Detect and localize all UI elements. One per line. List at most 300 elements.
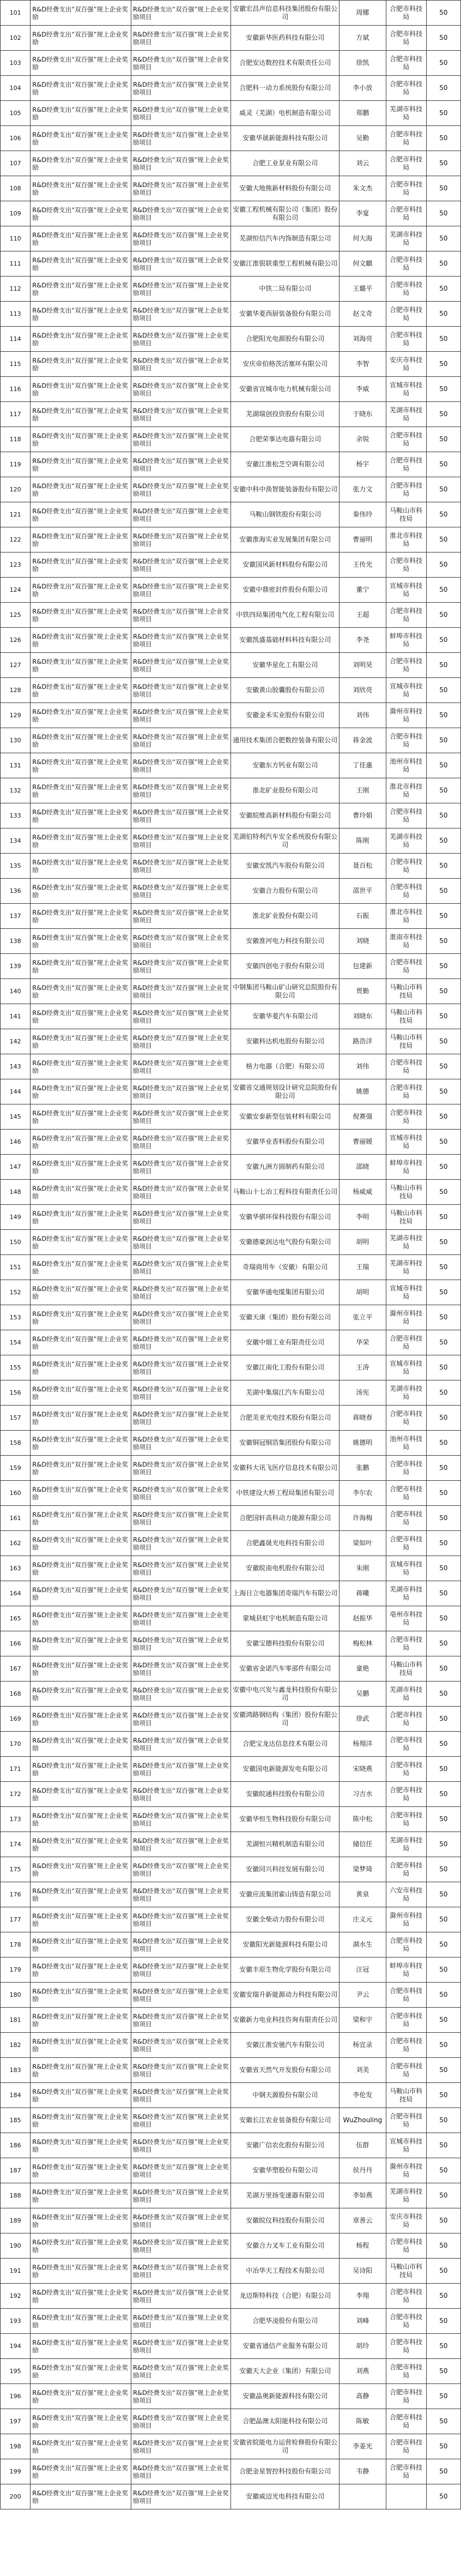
table-row — [1, 2409, 461, 2434]
amount-cell: 50 — [426, 2284, 460, 2309]
company-cell: 安徽大地熊新材料股份有限公司 — [231, 176, 339, 201]
contact-person-cell: 张鹏 — [339, 1456, 386, 1481]
table-row — [1, 2334, 461, 2359]
company-cell: 安徽同兴科技发展有限公司 — [231, 1857, 339, 1882]
contact-person-cell: 梁和宇 — [339, 2008, 386, 2033]
company-cell: 安徽凯盛基础材料科技有限公司 — [231, 628, 339, 653]
table-row — [1, 2259, 461, 2284]
row-number-cell: 164 — [1, 1581, 31, 1606]
contact-person-cell: 刘伟 — [339, 703, 386, 728]
project-cell: R&D经费支出“双百强”规上企业奖励项目 — [131, 628, 231, 653]
company-cell: 合肥华凌股份有限公司 — [231, 2309, 339, 2334]
project-cell: R&D经费支出“双百强”规上企业奖励项目 — [131, 879, 231, 904]
category-cell: R&D经费支出“双百强”规上企业奖励 — [31, 1807, 131, 1832]
table-row — [1, 603, 461, 628]
amount-cell: 50 — [426, 2359, 460, 2384]
table-row — [1, 1054, 461, 1079]
table-row — [1, 2459, 461, 2484]
amount-cell: 50 — [426, 1054, 460, 1079]
row-number-cell: 194 — [1, 2334, 31, 2359]
project-cell: R&D经费支出“双百强”规上企业奖励项目 — [131, 1656, 231, 1682]
project-cell: R&D经费支出“双百强”规上企业奖励项目 — [131, 1355, 231, 1380]
region-cell: 合肥市科技局 — [386, 1, 426, 26]
category-cell: R&D经费支出“双百强”规上企业奖励 — [31, 377, 131, 402]
project-cell: R&D经费支出“双百强”规上企业奖励项目 — [131, 2284, 231, 2309]
region-cell: 合肥市科技局 — [386, 2284, 426, 2309]
contact-person-cell: 刘欣亮 — [339, 678, 386, 703]
project-cell: R&D经费支出“双百强”规上企业奖励项目 — [131, 2083, 231, 2108]
project-cell: R&D经费支出“双百强”规上企业奖励项目 — [131, 2008, 231, 2033]
region-cell: 合肥市科技局 — [386, 2459, 426, 2484]
contact-person-cell: 姚德 — [339, 1079, 386, 1104]
project-cell: R&D经费支出“双百强”规上企业奖励项目 — [131, 1079, 231, 1104]
row-number-cell: 160 — [1, 1481, 31, 1506]
contact-person-cell: 丁佳惠 — [339, 753, 386, 778]
contact-person-cell: 杨翔洋 — [339, 1732, 386, 1757]
amount-cell: 50 — [426, 753, 460, 778]
amount-cell: 50 — [426, 1004, 460, 1029]
contact-person-cell: 李威 — [339, 377, 386, 402]
region-cell: 合肥市科技局 — [386, 803, 426, 828]
row-number-cell: 111 — [1, 251, 31, 277]
region-cell: 合肥市科技局 — [386, 251, 426, 277]
region-cell: 合肥市科技局 — [386, 1481, 426, 1506]
contact-person-cell: 张力文 — [339, 477, 386, 502]
category-cell: R&D经费支出“双百强”规上企业奖励 — [31, 402, 131, 427]
contact-person-cell: 于晓东 — [339, 402, 386, 427]
row-number-cell: 179 — [1, 1957, 31, 1983]
project-cell: R&D经费支出“双百强”规上企业奖励项目 — [131, 854, 231, 879]
company-cell: 安徽安凯汽车股份有限公司 — [231, 854, 339, 879]
category-cell: R&D经费支出“双百强”规上企业奖励 — [31, 51, 131, 76]
amount-cell: 50 — [426, 1757, 460, 1782]
category-cell: R&D经费支出“双百强”规上企业奖励 — [31, 302, 131, 327]
table-row — [1, 2183, 461, 2208]
company-cell: 合肥鑫晟光电科技有限公司 — [231, 1531, 339, 1556]
row-number-cell: 178 — [1, 1932, 31, 1957]
contact-person-cell: 梁如叶 — [339, 1531, 386, 1556]
category-cell: R&D经费支出“双百强”规上企业奖励 — [31, 1004, 131, 1029]
table-row — [1, 803, 461, 828]
company-cell: 安徽淮河电力科技有限公司 — [231, 929, 339, 954]
table-row — [1, 2208, 461, 2233]
contact-person-cell: 李如燕 — [339, 2183, 386, 2208]
company-cell: 安徽江南化工股份有限公司 — [231, 1355, 339, 1380]
amount-cell: 50 — [426, 1732, 460, 1757]
category-cell: R&D经费支出“双百强”规上企业奖励 — [31, 553, 131, 578]
amount-cell: 50 — [426, 2334, 460, 2359]
company-cell: 安徽华恒生物科技股份有限公司 — [231, 1807, 339, 1832]
table-row — [1, 2108, 461, 2133]
category-cell: R&D经费支出“双百强”规上企业奖励 — [31, 1029, 131, 1054]
amount-cell: 50 — [426, 251, 460, 277]
company-cell: 合肥国轩高科动力能源有限公司 — [231, 1506, 339, 1531]
project-cell: R&D经费支出“双百强”规上企业奖励项目 — [131, 1104, 231, 1130]
company-cell: 中钢集团马鞍山矿山研究总院股份有限公司 — [231, 979, 339, 1004]
amount-cell: 50 — [426, 477, 460, 502]
category-cell: R&D经费支出“双百强”规上企业奖励 — [31, 1104, 131, 1130]
table-row — [1, 2083, 461, 2108]
row-number-cell: 161 — [1, 1506, 31, 1531]
company-cell: 安徽国风新材料股份有限公司 — [231, 553, 339, 578]
amount-cell: 50 — [426, 1130, 460, 1155]
company-cell: 安徽威迈光电科技有限公司 — [231, 2484, 339, 2509]
category-cell: R&D经费支出“双百强”规上企业奖励 — [31, 452, 131, 477]
company-cell: 安徽中电兴发与鑫龙科技股份有限公司 — [231, 1682, 339, 1707]
project-cell: R&D经费支出“双百强”规上企业奖励项目 — [131, 2359, 231, 2384]
region-cell: 合肥市科技局 — [386, 2309, 426, 2334]
company-cell: 安徽国电新能源发电有限公司 — [231, 1757, 339, 1782]
contact-person-cell: 李小放 — [339, 76, 386, 101]
company-cell: 马鞍山钢铁股份有限公司 — [231, 502, 339, 527]
region-cell: 池州市科技局 — [386, 1431, 426, 1456]
contact-person-cell: 王超 — [339, 603, 386, 628]
category-cell: R&D经费支出“双百强”规上企业奖励 — [31, 126, 131, 151]
project-cell: R&D经费支出“双百强”规上企业奖励项目 — [131, 553, 231, 578]
row-number-cell: 104 — [1, 76, 31, 101]
row-number-cell: 181 — [1, 2008, 31, 2033]
company-cell: 芜湖瑞创投资股份有限公司 — [231, 402, 339, 427]
contact-person-cell: 郑鹏 — [339, 101, 386, 126]
region-cell: 淮北市科技局 — [386, 778, 426, 803]
row-number-cell: 121 — [1, 502, 31, 527]
company-cell: 安徽华骐环保科技股份有限公司 — [231, 1205, 339, 1230]
contact-person-cell: 石振 — [339, 904, 386, 929]
category-cell: R&D经费支出“双百强”规上企业奖励 — [31, 2158, 131, 2183]
project-cell: R&D经费支出“双百强”规上企业奖励项目 — [131, 603, 231, 628]
category-cell: R&D经费支出“双百强”规上企业奖励 — [31, 954, 131, 979]
row-number-cell: 101 — [1, 1, 31, 26]
project-cell: R&D经费支出“双百强”规上企业奖励项目 — [131, 226, 231, 251]
region-cell — [386, 2484, 426, 2509]
project-cell: R&D经费支出“双百强”规上企业奖励项目 — [131, 1506, 231, 1531]
table-row — [1, 678, 461, 703]
table-row — [1, 703, 461, 728]
project-cell: R&D经费支出“双百强”规上企业奖励项目 — [131, 1682, 231, 1707]
company-cell: 安徽华通电缆集团有限公司 — [231, 1280, 339, 1305]
amount-cell: 50 — [426, 176, 460, 201]
category-cell: R&D经费支出“双百强”规上企业奖励 — [31, 2384, 131, 2409]
category-cell: R&D经费支出“双百强”规上企业奖励 — [31, 1205, 131, 1230]
amount-cell: 50 — [426, 1682, 460, 1707]
amount-cell: 50 — [426, 302, 460, 327]
project-cell: R&D经费支出“双百强”规上企业奖励项目 — [131, 302, 231, 327]
amount-cell: 50 — [426, 502, 460, 527]
project-cell: R&D经费支出“双百强”规上企业奖励项目 — [131, 904, 231, 929]
table-row — [1, 527, 461, 553]
amount-cell: 50 — [426, 2459, 460, 2484]
project-cell: R&D经费支出“双百强”规上企业奖励项目 — [131, 101, 231, 126]
company-cell: 安徽中烟工业有限责任公司 — [231, 1330, 339, 1355]
table-row — [1, 327, 461, 352]
project-cell: R&D经费支出“双百强”规上企业奖励项目 — [131, 2309, 231, 2334]
amount-cell: 50 — [426, 201, 460, 226]
row-number-cell: 166 — [1, 1631, 31, 1656]
contact-person-cell: 伍群 — [339, 2133, 386, 2158]
contact-person-cell: 黄泉 — [339, 1882, 386, 1907]
contact-person-cell: 曹丽媛 — [339, 1130, 386, 1155]
table-row — [1, 302, 461, 327]
company-cell: 安徽合力股份有限公司 — [231, 879, 339, 904]
amount-cell: 50 — [426, 2484, 460, 2509]
row-number-cell: 143 — [1, 1054, 31, 1079]
region-cell: 安庆市科技局 — [386, 352, 426, 377]
table-row — [1, 1907, 461, 1932]
row-number-cell: 130 — [1, 728, 31, 753]
contact-person-cell: 湖水生 — [339, 1932, 386, 1957]
region-cell: 合肥市科技局 — [386, 1531, 426, 1556]
category-cell: R&D经费支出“双百强”规上企业奖励 — [31, 2359, 131, 2384]
project-cell: R&D经费支出“双百强”规上企业奖励项目 — [131, 1707, 231, 1732]
region-cell: 芜湖市科技局 — [386, 1832, 426, 1857]
project-cell: R&D经费支出“双百强”规上企业奖励项目 — [131, 979, 231, 1004]
category-cell: R&D经费支出“双百强”规上企业奖励 — [31, 904, 131, 929]
category-cell: R&D经费支出“双百强”规上企业奖励 — [31, 1782, 131, 1807]
company-cell: 合肥荣事达电器有限公司 — [231, 427, 339, 452]
category-cell: R&D经费支出“双百强”规上企业奖励 — [31, 1330, 131, 1355]
amount-cell: 50 — [426, 327, 460, 352]
contact-person-cell: 侯丹丹 — [339, 2158, 386, 2183]
project-cell: R&D经费支出“双百强”规上企业奖励项目 — [131, 1406, 231, 1431]
project-cell: R&D经费支出“双百强”规上企业奖励项目 — [131, 1631, 231, 1656]
category-cell: R&D经费支出“双百强”规上企业奖励 — [31, 1355, 131, 1380]
region-cell: 合肥市科技局 — [386, 553, 426, 578]
table-row — [1, 2484, 461, 2509]
row-number-cell: 147 — [1, 1155, 31, 1180]
company-cell: 安徽华晟新能源科技有限公司 — [231, 126, 339, 151]
row-number-cell: 185 — [1, 2108, 31, 2133]
amount-cell: 50 — [426, 2108, 460, 2133]
project-cell: R&D经费支出“双百强”规上企业奖励项目 — [131, 327, 231, 352]
project-cell: R&D经费支出“双百强”规上企业奖励项目 — [131, 2459, 231, 2484]
category-cell: R&D经费支出“双百强”规上企业奖励 — [31, 101, 131, 126]
category-cell: R&D经费支出“双百强”规上企业奖励 — [31, 1857, 131, 1882]
row-number-cell: 170 — [1, 1732, 31, 1757]
company-cell: 安徽省宣城市电力机械有限公司 — [231, 377, 339, 402]
company-cell: 安徽德豪润达电气股份有限公司 — [231, 1230, 339, 1255]
company-cell: 安徽金禾实业股份有限公司 — [231, 703, 339, 728]
project-cell: R&D经费支出“双百强”规上企业奖励项目 — [131, 527, 231, 553]
row-number-cell: 198 — [1, 2434, 31, 2459]
project-cell: R&D经费支出“双百强”规上企业奖励项目 — [131, 402, 231, 427]
table-row — [1, 1606, 461, 1631]
contact-person-cell: 李姜光 — [339, 2434, 386, 2459]
contact-person-cell: 许海梅 — [339, 1506, 386, 1531]
amount-cell: 50 — [426, 1932, 460, 1957]
table-row — [1, 1431, 461, 1456]
amount-cell: 50 — [426, 603, 460, 628]
company-cell: 合肥阳光电源股份有限公司 — [231, 327, 339, 352]
region-cell: 马鞍山市科技局 — [386, 979, 426, 1004]
project-cell: R&D经费支出“双百强”规上企业奖励项目 — [131, 2334, 231, 2359]
project-cell: R&D经费支出“双百强”规上企业奖励项目 — [131, 1481, 231, 1506]
project-cell: R&D经费支出“双百强”规上企业奖励项目 — [131, 1857, 231, 1882]
category-cell: R&D经费支出“双百强”规上企业奖励 — [31, 277, 131, 302]
project-cell: R&D经费支出“双百强”规上企业奖励项目 — [131, 76, 231, 101]
table-row — [1, 628, 461, 653]
region-cell: 宣城市科技局 — [386, 377, 426, 402]
amount-cell: 50 — [426, 2259, 460, 2284]
region-cell: 合肥市科技局 — [386, 151, 426, 176]
row-number-cell: 195 — [1, 2359, 31, 2384]
table-row — [1, 1782, 461, 1807]
amount-cell: 50 — [426, 1656, 460, 1682]
category-cell: R&D经费支出“双百强”规上企业奖励 — [31, 678, 131, 703]
row-number-cell: 144 — [1, 1079, 31, 1104]
region-cell: 合肥市科技局 — [386, 603, 426, 628]
row-number-cell: 173 — [1, 1807, 31, 1832]
amount-cell: 50 — [426, 2208, 460, 2233]
row-number-cell: 168 — [1, 1682, 31, 1707]
table-row — [1, 1707, 461, 1732]
company-cell: 安徽华菱西厨装备股份有限公司 — [231, 302, 339, 327]
category-cell: R&D经费支出“双百强”规上企业奖励 — [31, 1431, 131, 1456]
category-cell: R&D经费支出“双百强”规上企业奖励 — [31, 1130, 131, 1155]
company-cell: 安徽广信农化股份有限公司 — [231, 2133, 339, 2158]
table-row — [1, 1380, 461, 1406]
region-cell: 合肥市科技局 — [386, 51, 426, 76]
table-row — [1, 251, 461, 277]
company-cell: 安徽宝德科技股份有限公司 — [231, 1631, 339, 1656]
category-cell: R&D经费支出“双百强”规上企业奖励 — [31, 1079, 131, 1104]
region-cell: 合肥市科技局 — [386, 26, 426, 51]
table-row — [1, 126, 461, 151]
contact-person-cell: 习吉水 — [339, 1782, 386, 1807]
contact-person-cell: 王传光 — [339, 553, 386, 578]
table-row — [1, 402, 461, 427]
region-cell: 芜湖市科技局 — [386, 2183, 426, 2208]
project-cell: R&D经费支出“双百强”规上企业奖励项目 — [131, 452, 231, 477]
company-cell: 安徽工程机械有限公司（集团）股份有限公司 — [231, 201, 339, 226]
contact-person-cell: 何大海 — [339, 226, 386, 251]
category-cell: R&D经费支出“双百强”规上企业奖励 — [31, 1932, 131, 1957]
category-cell: R&D经费支出“双百强”规上企业奖励 — [31, 1957, 131, 1983]
company-cell: 合肥工业泵业有限公司 — [231, 151, 339, 176]
company-cell: 安徽应流集团霍山铸造有限公司 — [231, 1882, 339, 1907]
contact-person-cell: 刘云 — [339, 151, 386, 176]
amount-cell: 50 — [426, 1456, 460, 1481]
region-cell: 合肥市科技局 — [386, 2233, 426, 2259]
category-cell: R&D经费支出“双百强”规上企业奖励 — [31, 1180, 131, 1205]
category-cell: R&D经费支出“双百强”规上企业奖励 — [31, 753, 131, 778]
region-cell: 蚌埠市科技局 — [386, 1957, 426, 1983]
region-cell: 马鞍山市科技局 — [386, 1004, 426, 1029]
project-cell: R&D经费支出“双百强”规上企业奖励项目 — [131, 753, 231, 778]
contact-person-cell: 王瑞 — [339, 1255, 386, 1280]
amount-cell: 50 — [426, 1581, 460, 1606]
category-cell: R&D经费支出“双百强”规上企业奖励 — [31, 2459, 131, 2484]
amount-cell: 50 — [426, 352, 460, 377]
row-number-cell: 139 — [1, 954, 31, 979]
category-cell: R&D经费支出“双百强”规上企业奖励 — [31, 1531, 131, 1556]
company-cell: 安徽江淮松芝空调有限公司 — [231, 452, 339, 477]
company-cell: 龙迈斯特科技（合肥）有限公司 — [231, 2284, 339, 2309]
category-cell: R&D经费支出“双百强”规上企业奖励 — [31, 1506, 131, 1531]
amount-cell: 50 — [426, 553, 460, 578]
row-number-cell: 165 — [1, 1606, 31, 1631]
region-cell: 合肥市科技局 — [386, 126, 426, 151]
project-cell: R&D经费支出“双百强”规上企业奖励项目 — [131, 1205, 231, 1230]
table-row — [1, 452, 461, 477]
amount-cell: 50 — [426, 2008, 460, 2033]
contact-person-cell: 陈中松 — [339, 1807, 386, 1832]
project-cell: R&D经费支出“双百强”规上企业奖励项目 — [131, 1983, 231, 2008]
amount-cell: 50 — [426, 527, 460, 553]
region-cell: 合肥市科技局 — [386, 1807, 426, 1832]
contact-person-cell: 曹丽明 — [339, 527, 386, 553]
category-cell: R&D经费支出“双百强”规上企业奖励 — [31, 578, 131, 603]
amount-cell: 50 — [426, 929, 460, 954]
amount-cell: 50 — [426, 2133, 460, 2158]
amount-cell: 50 — [426, 1957, 460, 1983]
region-cell: 合肥市科技局 — [386, 452, 426, 477]
amount-cell: 50 — [426, 1155, 460, 1180]
region-cell: 合肥市科技局 — [386, 327, 426, 352]
table-row — [1, 427, 461, 452]
amount-cell: 50 — [426, 1255, 460, 1280]
region-cell: 合肥市科技局 — [386, 728, 426, 753]
amount-cell: 50 — [426, 1882, 460, 1907]
row-number-cell: 167 — [1, 1656, 31, 1682]
company-cell: 芜湖伯特利汽车安全系统股份有限公司 — [231, 828, 339, 854]
region-cell: 合肥市科技局 — [386, 201, 426, 226]
contact-person-cell: 刘海亮 — [339, 327, 386, 352]
project-cell: R&D经费支出“双百强”规上企业奖励项目 — [131, 653, 231, 678]
category-cell: R&D经费支出“双百强”规上企业奖励 — [31, 778, 131, 803]
region-cell: 合肥市科技局 — [386, 1983, 426, 2008]
project-cell: R&D经费支出“双百强”规上企业奖励项目 — [131, 2484, 231, 2509]
table-row — [1, 1355, 461, 1380]
project-cell: R&D经费支出“双百强”规上企业奖励项目 — [131, 126, 231, 151]
contact-person-cell: 吴勤 — [339, 126, 386, 151]
category-cell: R&D经费支出“双百强”规上企业奖励 — [31, 1155, 131, 1180]
region-cell: 合肥市科技局 — [386, 1857, 426, 1882]
table-row — [1, 477, 461, 502]
amount-cell: 50 — [426, 678, 460, 703]
category-cell: R&D经费支出“双百强”规上企业奖励 — [31, 151, 131, 176]
project-cell: R&D经费支出“双百强”规上企业奖励项目 — [131, 1330, 231, 1355]
company-cell: 安徽中科中涣智能装备股份有限公司 — [231, 477, 339, 502]
category-cell: R&D经费支出“双百强”规上企业奖励 — [31, 2133, 131, 2158]
region-cell: 合肥市科技局 — [386, 277, 426, 302]
row-number-cell: 149 — [1, 1205, 31, 1230]
table-row — [1, 2058, 461, 2083]
company-cell: 安徽黄山胶囊股份有限公司 — [231, 678, 339, 703]
project-cell: R&D经费支出“双百强”规上企业奖励项目 — [131, 377, 231, 402]
project-cell: R&D经费支出“双百强”规上企业奖励项目 — [131, 728, 231, 753]
region-cell: 合肥市科技局 — [386, 2108, 426, 2133]
category-cell: R&D经费支出“双百强”规上企业奖励 — [31, 828, 131, 854]
amount-cell: 50 — [426, 1531, 460, 1556]
row-number-cell: 175 — [1, 1857, 31, 1882]
region-cell: 蚌埠市科技局 — [386, 628, 426, 653]
contact-person-cell: 蒋金波 — [339, 728, 386, 753]
contact-person-cell: 刘晓 — [339, 929, 386, 954]
row-number-cell: 155 — [1, 1355, 31, 1380]
amount-cell: 50 — [426, 402, 460, 427]
category-cell: R&D经费支出“双百强”规上企业奖励 — [31, 1682, 131, 1707]
category-cell: R&D经费支出“双百强”规上企业奖励 — [31, 427, 131, 452]
table-row — [1, 277, 461, 302]
region-cell: 芜湖市科技局 — [386, 1255, 426, 1280]
company-cell: 安徽省金诺汽车零部件有限公司 — [231, 1656, 339, 1682]
amount-cell: 50 — [426, 226, 460, 251]
project-cell: R&D经费支出“双百强”规上企业奖励项目 — [131, 828, 231, 854]
region-cell: 合肥市科技局 — [386, 1782, 426, 1807]
category-cell: R&D经费支出“双百强”规上企业奖励 — [31, 2484, 131, 2509]
table-row — [1, 2434, 461, 2459]
project-cell: R&D经费支出“双百强”规上企业奖励项目 — [131, 929, 231, 954]
